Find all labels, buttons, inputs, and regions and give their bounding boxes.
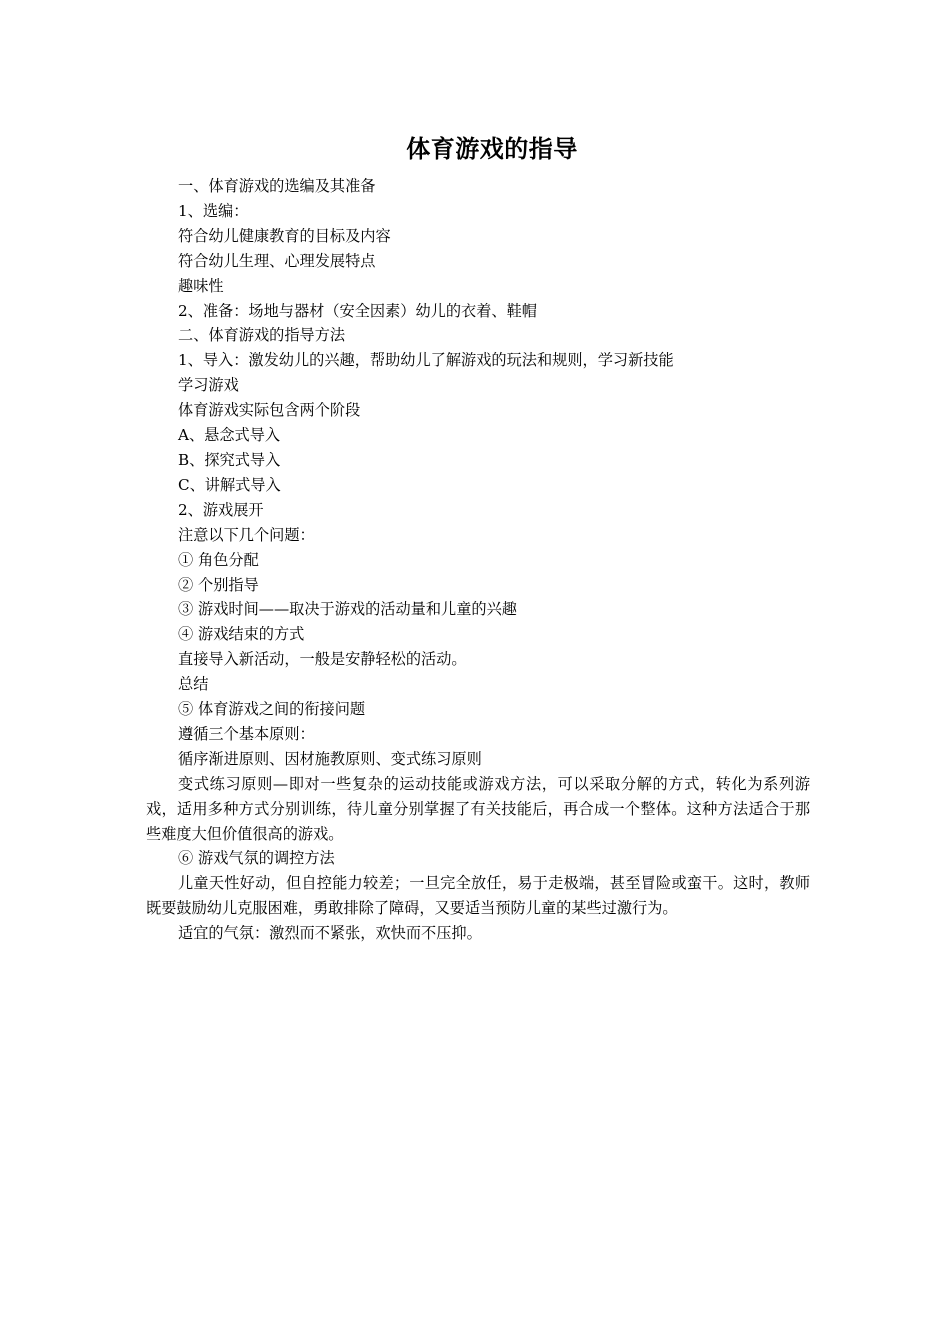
text-line: 趣味性 (178, 276, 224, 295)
section-heading-2: 二、体育游戏的指导方法 (178, 326, 346, 345)
section-heading-1: 一、体育游戏的选编及其准备 (178, 177, 376, 195)
text-line: 符合幼儿健康教育的目标及内容 (178, 226, 391, 245)
list-item: ① 角色分配 (178, 550, 259, 569)
paragraph-suitable-atmosphere: 适宜的气氛：激烈而不紧张，欢快而不压抑。 (178, 924, 482, 943)
list-item: ④ 游戏结束的方式 (178, 625, 305, 644)
text-line: 学习游戏 (178, 376, 239, 395)
list-item: B、探究式导入 (178, 450, 281, 469)
document-body (146, 174, 810, 946)
subheading-preparation: 2、准备：场地与器材（安全因素）幼儿的衣着、鞋帽 (178, 301, 537, 320)
text-line: 循序渐进原则、因材施教原则、变式练习原则 (178, 749, 482, 768)
subheading-selection: 1、选编： (178, 201, 249, 220)
list-item: ② 个别指导 (178, 575, 259, 594)
text-line: 符合幼儿生理、心理发展特点 (178, 251, 376, 270)
document-title: 体育游戏的指导 (406, 135, 578, 163)
list-item: A、悬念式导入 (178, 426, 281, 445)
text-line: 遵循三个基本原则： (178, 724, 315, 743)
list-item: ③ 游戏时间——取决于游戏的活动量和儿童的兴趣 (178, 600, 517, 619)
text-line: 注意以下几个问题： (178, 525, 315, 544)
subheading-introduction: 1、导入：激发幼儿的兴趣，帮助幼儿了解游戏的玩法和规则，学习新技能 (178, 351, 674, 370)
subheading-game-expansion: 2、游戏展开 (178, 500, 264, 519)
text-line: 总结 (178, 675, 209, 694)
text-line: 直接导入新活动，一般是安静轻松的活动。 (178, 650, 467, 669)
paragraph-variation-principle: 变式练习原则—即对一些复杂的运动技能或游戏方法，可以采取分解的方式，转化为系列游戏，适用多种方式分别训练，待儿童分别掌握了有关技能后，再合成一个整体。这种方法适合于那些难度大但价值很高的游戏。 (146, 774, 810, 843)
list-item: ⑤ 体育游戏之间的衔接问题 (178, 700, 366, 719)
list-item: C、讲解式导入 (178, 475, 281, 494)
list-item: ⑥ 游戏气氛的调控方法 (178, 849, 335, 868)
text-line: 体育游戏实际包含两个阶段 (178, 401, 361, 420)
paragraph-children-nature: 儿童天性好动，但自控能力较差；一旦完全放任，易于走极端，甚至冒险或蛮干。这时，教师既要鼓励幼儿克服困难，勇敢排除了障碍，又要适当预防儿童的某些过激行为。 (146, 874, 810, 918)
